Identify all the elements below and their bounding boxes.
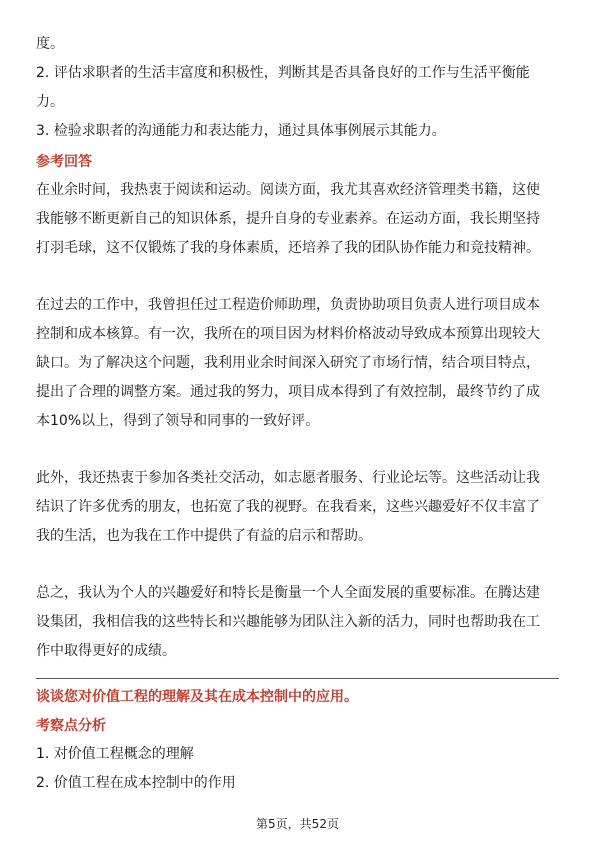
intro-line-1: 度。: [36, 36, 64, 52]
answer-p2-line-4: 提出了合理的调整方案。通过我的努力，项目成本得到了有效控制，最终节约了成: [36, 384, 540, 400]
answer-p3-line-3: 我的生活，也为我在工作中提供了有益的启示和帮助。: [36, 528, 372, 544]
intro-point-2-line-2: 力。: [36, 94, 64, 110]
answer-heading: 参考回答: [36, 154, 92, 170]
question-title: 谈谈您对价值工程的理解及其在成本控制中的应用。: [36, 689, 358, 705]
answer-p2-line-2: 控制和成本核算。有一次，我所在的项目因为材料价格波动导致成本预算出现较大: [36, 326, 540, 342]
analysis-point-1: 1. 对价值工程概念的理解: [36, 746, 194, 762]
answer-p4-line-1: 总之，我认为个人的兴趣爱好和特长是衡量一个人全面发展的重要标准。在腾达建: [36, 585, 540, 601]
analysis-point-2: 2. 价值工程在成本控制中的作用: [36, 775, 236, 791]
answer-p1-line-1: 在业余时间，我热衷于阅读和运动。阅读方面，我尤其喜欢经济管理类书籍，这使: [36, 182, 540, 198]
section-divider: [36, 678, 559, 679]
analysis-heading: 考察点分析: [36, 718, 106, 734]
answer-p3-line-1: 此外，我还热衷于参加各类社交活动，如志愿者服务、行业论坛等。这些活动让我: [36, 470, 540, 486]
answer-p4-line-2: 设集团，我相信我的这些特长和兴趣能够为团队注入新的活力，同时也帮助我在工: [36, 614, 540, 630]
answer-p2-line-3: 缺口。为了解决这个问题，我利用业余时间深入研究了市场行情，结合项目特点，: [36, 355, 540, 371]
answer-p1-line-3: 打羽毛球，这不仅锻炼了我的身体素质，还培养了我的团队协作能力和竞技精神。: [36, 240, 540, 256]
intro-point-2-line-1: 2. 评估求职者的生活丰富度和积极性，判断其是否具备良好的工作与生活平衡能: [36, 65, 530, 81]
page-number-footer: 第5页，共52页: [256, 817, 339, 831]
answer-p4-line-3: 作中取得更好的成绩。: [36, 643, 176, 659]
answer-p3-line-2: 结识了许多优秀的朋友，也拓宽了我的视野。在我看来，这些兴趣爱好不仅丰富了: [36, 499, 540, 515]
intro-point-3: 3. 检验求职者的沟通能力和表达能力，通过具体事例展示其能力。: [36, 123, 446, 139]
answer-p1-line-2: 我能够不断更新自己的知识体系，提升自身的专业素养。在运动方面，我长期坚持: [36, 211, 540, 227]
answer-p2-line-1: 在过去的工作中，我曾担任过工程造价师助理，负责协助项目负责人进行项目成本: [36, 297, 540, 313]
answer-p2-line-5: 本10%以上，得到了领导和同事的一致好评。: [36, 413, 320, 429]
